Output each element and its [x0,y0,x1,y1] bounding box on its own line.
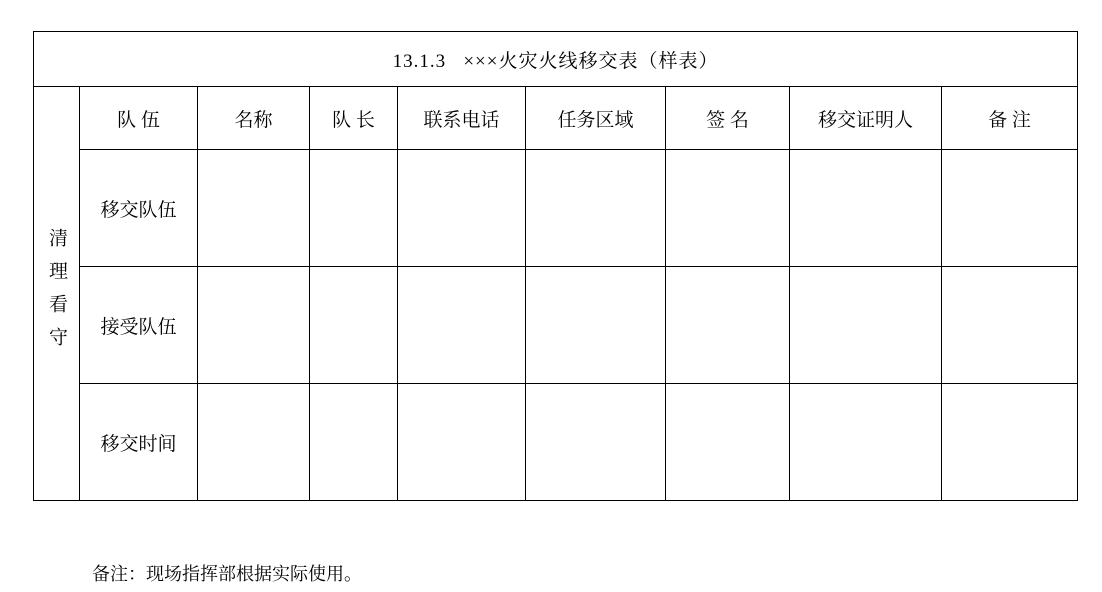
column-header-leader: 队 长 [310,87,398,150]
footnote: 备注：现场指挥部根据实际使用。 [92,564,362,584]
table-row [34,150,1078,267]
table-row [34,384,1078,501]
cell-phone[interactable] [398,150,526,267]
cell-name[interactable] [198,150,310,267]
cell-leader[interactable] [310,150,398,267]
cell-area[interactable] [526,150,666,267]
cell-area[interactable] [526,267,666,384]
row-label-handover-team: 移交队伍 [80,150,198,267]
column-header-witness: 移交证明人 [790,87,942,150]
cell-witness[interactable] [790,150,942,267]
table-header-row [34,87,1078,150]
row-label-handover-time: 移交时间 [80,384,198,501]
column-header-phone: 联系电话 [398,87,526,150]
column-header-unit: 队 伍 [80,87,198,150]
side-label-text: 清理看守 [46,227,67,360]
cell-phone[interactable] [398,267,526,384]
page-title [34,32,1078,87]
table-title-row [34,32,1078,87]
cell-signature[interactable] [666,267,790,384]
cell-name[interactable] [198,384,310,501]
cell-witness[interactable] [790,267,942,384]
cell-note[interactable] [942,150,1078,267]
cell-leader[interactable] [310,384,398,501]
cell-note[interactable] [942,384,1078,501]
table-row [34,267,1078,384]
cell-signature[interactable] [666,384,790,501]
form-table-container [33,31,1061,501]
column-header-area: 任务区域 [526,87,666,150]
row-label-receiving-team: 接受队伍 [80,267,198,384]
column-header-signature: 签 名 [666,87,790,150]
cell-name[interactable] [198,267,310,384]
cell-leader[interactable] [310,267,398,384]
cell-signature[interactable] [666,150,790,267]
column-header-note: 备 注 [942,87,1078,150]
column-header-name: 名称 [198,87,310,150]
cell-phone[interactable] [398,384,526,501]
page-title-text: 13.1.3 ×××火灾火线移交表（样表） [392,50,719,72]
fire-line-handover-table [33,31,1078,501]
cell-note[interactable] [942,267,1078,384]
side-label-cell [34,87,80,501]
cell-witness[interactable] [790,384,942,501]
cell-area[interactable] [526,384,666,501]
